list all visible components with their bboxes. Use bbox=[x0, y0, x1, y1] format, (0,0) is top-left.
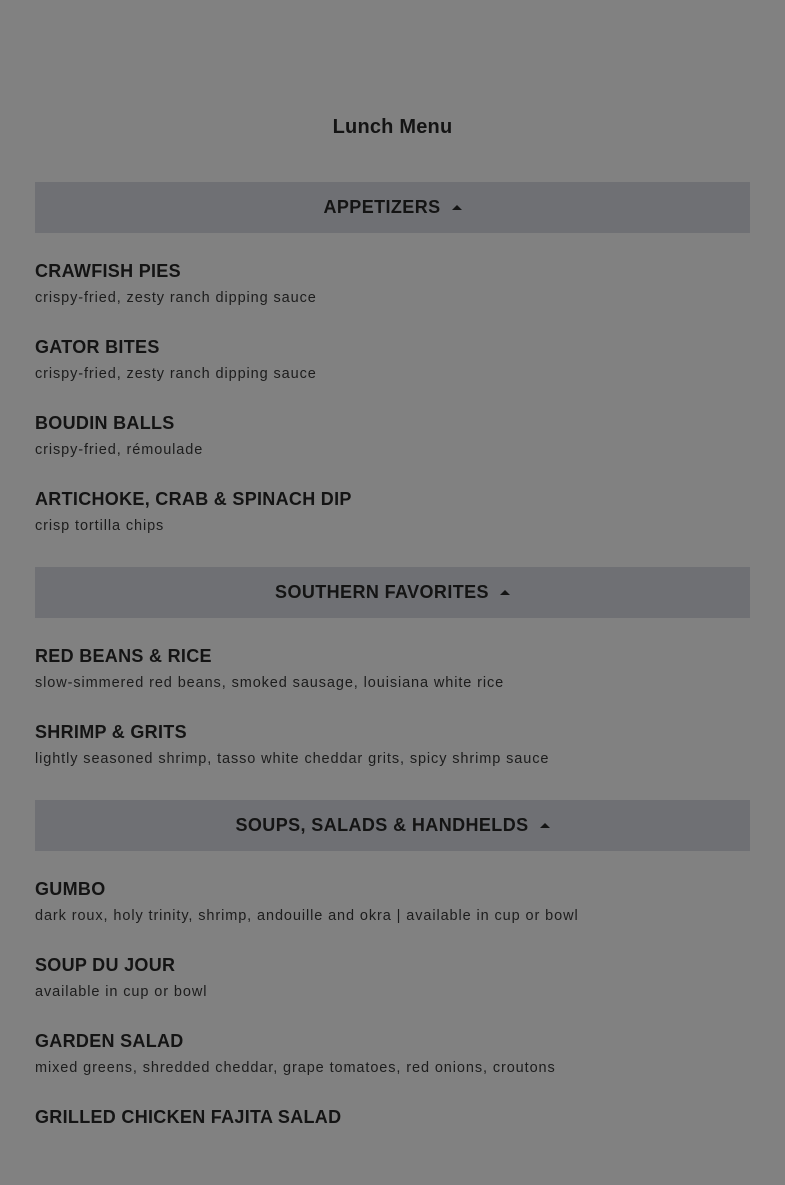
menu-item bbox=[35, 720, 750, 796]
caret-up-icon bbox=[500, 590, 510, 595]
item-name: SHRIMP & GRITS bbox=[35, 722, 187, 742]
caret-up-icon bbox=[452, 205, 462, 210]
caret-up-icon bbox=[540, 823, 550, 828]
menu-list bbox=[35, 182, 750, 1185]
section-items bbox=[35, 618, 750, 800]
item-name: ARTICHOKE, CRAB & SPINACH DIP bbox=[35, 489, 352, 509]
section-header-soups-salads-handhelds[interactable] bbox=[35, 800, 750, 851]
section-header-appetizers[interactable] bbox=[35, 182, 750, 233]
item-description: crisp tortilla chips bbox=[35, 518, 165, 534]
item-description: crispy-fried, zesty ranch dipping sauce bbox=[35, 290, 317, 306]
section-title: SOUPS, SALADS & HANDHELDS bbox=[235, 815, 529, 835]
page-title: Lunch Menu bbox=[332, 116, 453, 138]
item-description: mixed greens, shredded cheddar, grape tomatoes, red onions, croutons bbox=[35, 1060, 556, 1076]
menu-item bbox=[35, 877, 750, 953]
item-name: GUMBO bbox=[35, 879, 106, 899]
item-name: SOUP DU JOUR bbox=[35, 955, 176, 975]
section-title: SOUTHERN FAVORITES bbox=[275, 582, 489, 602]
section-items bbox=[35, 851, 750, 1185]
menu-section-soups-salads-handhelds bbox=[35, 800, 750, 1185]
item-description: crispy-fried, rémoulade bbox=[35, 442, 204, 458]
item-name: GATOR BITES bbox=[35, 337, 160, 357]
section-items bbox=[35, 233, 750, 567]
menu-item bbox=[35, 953, 750, 1029]
section-title: APPETIZERS bbox=[323, 197, 441, 217]
item-name: GARDEN SALAD bbox=[35, 1031, 184, 1051]
menu-section-appetizers bbox=[35, 182, 750, 567]
item-description: dark roux, holy trinity, shrimp, andouille and okra | available in cup or bowl bbox=[35, 908, 579, 924]
item-name: GRILLED CHICKEN FAJITA SALAD bbox=[35, 1107, 342, 1127]
menu-section-southern-favorites bbox=[35, 567, 750, 800]
menu-item bbox=[35, 411, 750, 487]
item-name: CRAWFISH PIES bbox=[35, 261, 181, 281]
item-description: available in cup or bowl bbox=[35, 984, 208, 1000]
menu-item bbox=[35, 1029, 750, 1105]
item-description: slow-simmered red beans, smoked sausage, louisiana white rice bbox=[35, 675, 505, 691]
menu-item bbox=[35, 487, 750, 563]
menu-item bbox=[35, 644, 750, 720]
section-header-southern-favorites[interactable] bbox=[35, 567, 750, 618]
item-name: BOUDIN BALLS bbox=[35, 413, 175, 433]
item-description: crispy-fried, zesty ranch dipping sauce bbox=[35, 366, 317, 382]
menu-item bbox=[35, 335, 750, 411]
menu-item bbox=[35, 1105, 750, 1181]
item-description: lightly seasoned shrimp, tasso white cheddar grits, spicy shrimp sauce bbox=[35, 751, 550, 767]
menu-item bbox=[35, 259, 750, 335]
item-name: RED BEANS & RICE bbox=[35, 646, 212, 666]
